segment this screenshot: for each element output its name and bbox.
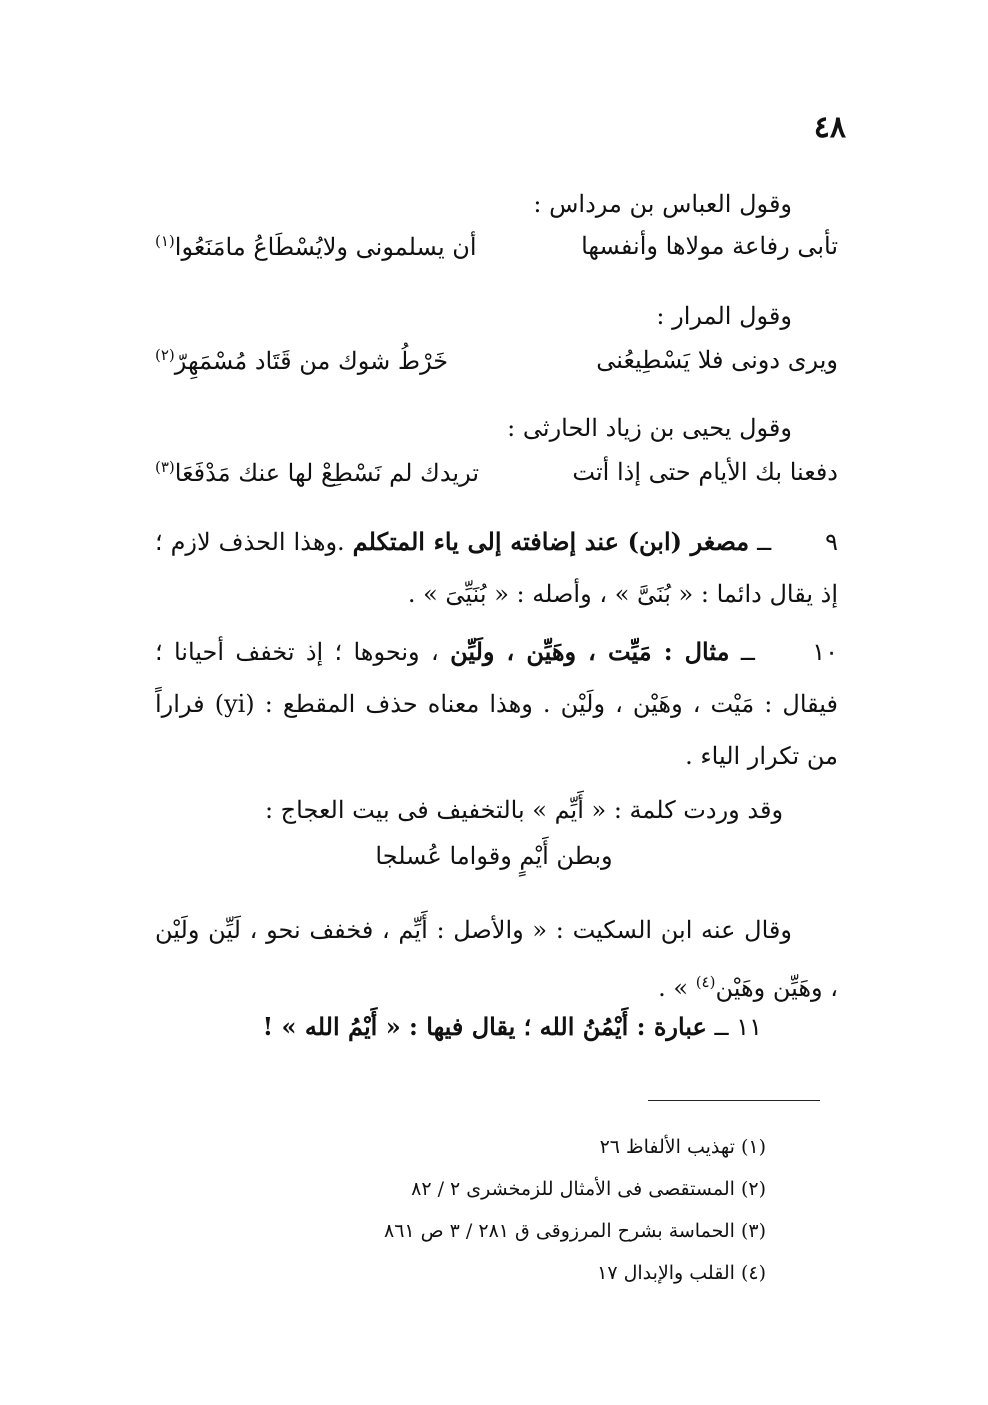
item-10-paragraph: [155, 626, 838, 782]
item-body: .وهذا الحذف لازم ؛ إذ يقال دائما : « بُنَىَّ » ، وأصله : « بُنَيِّىَ » .: [155, 528, 838, 608]
item-body: ، ونحوها ؛ إذ تخفف أحيانا ؛ فيقال : مَيْت ، وهَيْن ، ولَيْن . وهذا معناه حذف المقطع : (yi) فراراً من تكرار الياء .: [155, 638, 838, 770]
footnote-3: (٣) الحماسة بشرح المرزوقى ق ٢٨١ / ٣ ص ٨٦١: [383, 1220, 766, 1242]
verse-second-hemistich: [155, 458, 479, 487]
poem-intro: وقول المرار :: [656, 302, 792, 330]
verse-text: أن يسلمونى ولايُسْطَاعُ مامَنَعُوا: [174, 233, 477, 261]
item-number: ١١ ــ: [714, 1013, 762, 1041]
poem-intro: وقول يحيى بن زياد الحارثى :: [507, 414, 792, 442]
ajjaj-intro: وقد وردت كلمة : « أَيِّم » بالتخفيف فى بيت العجاج :: [264, 796, 784, 824]
sikkit-tail: » .: [658, 974, 689, 1002]
footnote-marker: (٣): [155, 458, 175, 476]
sikkit-text: وقال عنه ابن السكيت : « والأصل : أَيِّم ، فخفف نحو ، لَيِّن ولَيْن ، وهَيِّن وهَيْن: [155, 916, 838, 1002]
item-number: ١٠ ــ: [740, 638, 838, 666]
footnote-separator: [648, 1100, 820, 1101]
verse-first-hemistich: دفعنا بك الأيام حتى إذا أتت: [572, 458, 838, 486]
verse-first-hemistich: ويرى دونى فلا يَسْطِيعُنى: [596, 346, 838, 374]
footnote-4: (٤) القلب والإبدال ١٧: [597, 1262, 766, 1284]
footnote-1: (١) تهذيب الألفاظ ٢٦: [599, 1136, 766, 1158]
verse-second-hemistich: [155, 346, 448, 375]
poem-verse: [155, 458, 838, 498]
footnote-marker: (٢): [155, 346, 175, 364]
item-11-paragraph: [263, 1012, 762, 1041]
footnote-marker: (٤): [695, 973, 716, 991]
verse-text: خَرْطُ شوك من قَتَاد مُسْمَهِرّ: [174, 347, 449, 375]
item-9-paragraph: [155, 516, 838, 620]
item-heading: مصغر (ابن) عند إضافته إلى ياء المتكلم: [352, 527, 750, 556]
poem-verse: [155, 346, 838, 386]
ajjaj-verse: وبطن أَيْمٍ وقواما عُسلجا: [375, 842, 613, 870]
footnote-2: (٢) المستقصى فى الأمثال للزمخشرى ٢ / ٨٢: [411, 1178, 766, 1200]
poem-verse: [155, 232, 838, 272]
item-heading: عبارة : أَيْمُنُ الله ؛ يقال فيها : « أَيْمُ الله » !: [262, 1012, 707, 1041]
sikkit-paragraph: [155, 904, 838, 1014]
verse-text: تريدك لم نَسْطِعْ لها عنك مَدْفَعَا: [174, 459, 480, 487]
item-number: ٩ ــ: [757, 528, 838, 556]
page-number: ٤٨: [813, 110, 846, 145]
item-heading: مثال : مَيِّت ، وهَيِّن ، ولَيِّن: [450, 637, 730, 666]
poem-intro: وقول العباس بن مرداس :: [533, 190, 792, 218]
footnotes: [384, 1126, 766, 1294]
verse-first-hemistich: تأبى رفاعة مولاها وأنفسها: [581, 232, 838, 260]
footnote-marker: (١): [155, 232, 175, 250]
verse-second-hemistich: [155, 232, 477, 261]
